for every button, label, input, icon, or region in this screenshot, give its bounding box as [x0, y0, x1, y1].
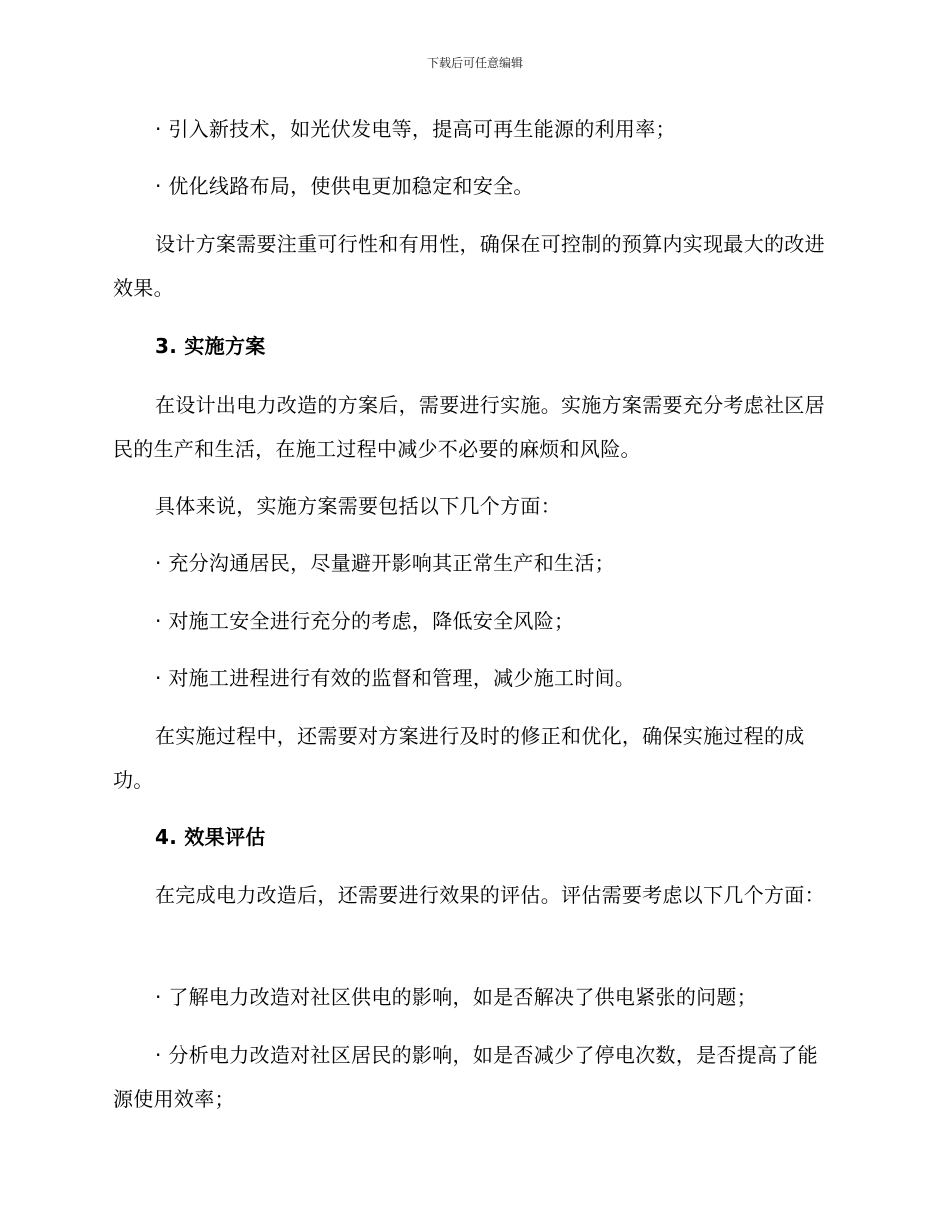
bullet-item: · 了解电力改造对社区供电的影响，如是否解决了供电紧张的问题； — [155, 985, 758, 1009]
paragraph: 在完成电力改造后，还需要进行效果的评估。评估需要考虑以下几个方面： — [155, 883, 825, 907]
section-heading: 4. 效果评估 — [155, 825, 266, 849]
bullet-item: · 充分沟通居民，尽量避开影响其正常生产和生活； — [155, 551, 615, 575]
bullet-item: · 分析电力改造对社区居民的影响，如是否减少了停电次数，是否提高了能源使用效率； — [113, 1043, 818, 1111]
bullet-item: · 对施工安全进行充分的考虑，降低安全风险； — [155, 609, 575, 633]
section-heading: 3. 实施方案 — [155, 334, 266, 358]
paragraph: 在设计出电力改造的方案后，需要进行实施。实施方案需要充分考虑社区居民的生产和生活，在施工过程中减少不必要的麻烦和风险。 — [113, 393, 825, 461]
paragraph: 设计方案需要注重可行性和有用性，确保在可控制的预算内实现最大的改进效果。 — [113, 232, 825, 300]
page-header: 下载后可任意编辑 — [426, 56, 523, 70]
bullet-item: · 优化线路布局，使供电更加稳定和安全。 — [155, 174, 534, 198]
paragraph: 具体来说，实施方案需要包括以下几个方面： — [155, 494, 561, 518]
bullet-item: · 对施工进程进行有效的监督和管理，减少施工时间。 — [155, 666, 636, 690]
bullet-item: · 引入新技术，如光伏发电等，提高可再生能源的利用率； — [155, 117, 676, 141]
paragraph: 在实施过程中，还需要对方案进行及时的修正和优化，确保实施过程的成功。 — [113, 724, 805, 792]
